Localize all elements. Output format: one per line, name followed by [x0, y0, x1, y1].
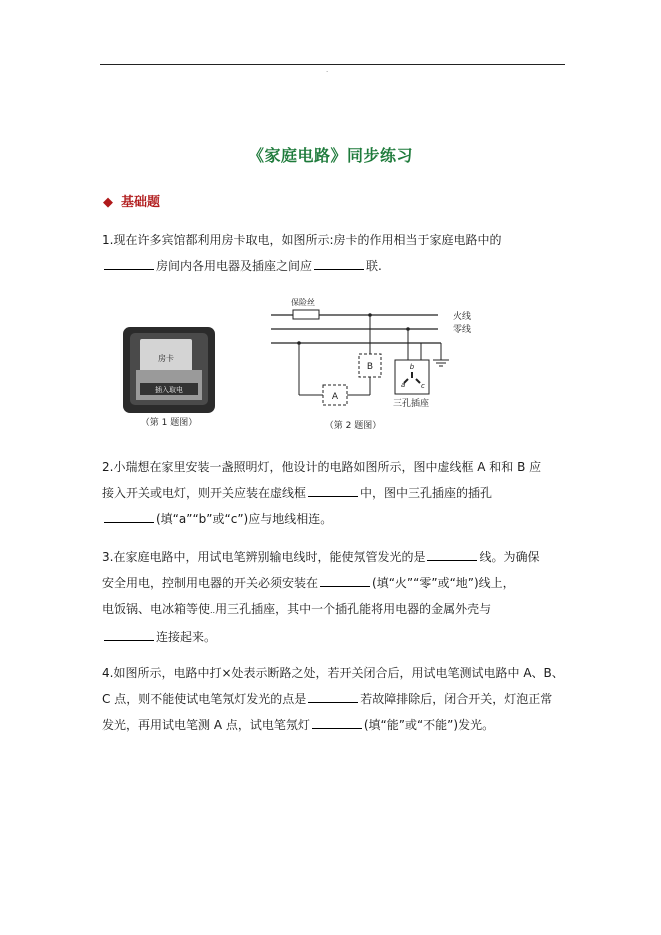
q2-line-3: (填“a”“b”或“c”)应与地线相连。 — [102, 506, 572, 532]
question-3 — [102, 544, 572, 650]
socket-hole-a: a — [401, 381, 406, 389]
diamond-icon: ◆ — [103, 195, 113, 210]
answer-blank[interactable] — [308, 690, 358, 703]
answer-blank[interactable] — [314, 257, 364, 270]
question-4 — [102, 660, 572, 738]
card-label: 房卡 — [158, 354, 174, 363]
answer-blank[interactable] — [308, 484, 358, 497]
box-b-label: B — [366, 362, 374, 372]
answer-blank[interactable] — [104, 510, 154, 523]
slot-label: 插入取电 — [155, 386, 183, 394]
question-1 — [102, 227, 572, 279]
q4-line-3: 发光，再用试电笔测 A 点，试电笔氖灯 (填“能”或“不能”)发光。 — [102, 718, 495, 732]
figure-1 — [118, 325, 228, 434]
q2-line-2: 接入开关或电灯，则开关应装在虚线框 中，图中三孔插座的插孔 — [102, 486, 493, 500]
figure-2 — [263, 292, 483, 436]
answer-blank[interactable] — [312, 716, 362, 729]
socket-hole-b: b — [409, 363, 415, 371]
box-a-label: A — [331, 392, 339, 402]
page-title: 《家庭电路》同步练习 — [247, 146, 413, 165]
q3-line-4: 连接起来。 — [102, 624, 572, 650]
answer-blank[interactable] — [427, 548, 477, 561]
answer-blank[interactable] — [104, 257, 154, 270]
neutral-wire-label: 零线 — [453, 325, 472, 335]
question-2 — [102, 454, 572, 532]
q2-line-1: 2.小瑞想在家里安装一盏照明灯，他设计的电路如图所示，图中虚线框 A 和和 B 应 — [102, 460, 542, 474]
answer-blank[interactable] — [320, 574, 370, 587]
q4-line-1: 4.如图所示，电路中打×处表示断路之处，若开关闭合后，用试电笔测试电路中 A、B、 — [102, 666, 564, 680]
figure-1-caption: （第 1 题图） — [140, 418, 198, 428]
figure-2-caption: （第 2 题图） — [324, 421, 382, 431]
fuse-label: 保险丝 — [291, 298, 315, 307]
section-label: 基础题 — [121, 195, 161, 210]
answer-blank[interactable] — [104, 628, 154, 641]
q1-line-2: 房间内各用电器及插座之间应 联. — [102, 253, 572, 279]
section-heading — [103, 191, 160, 210]
q3-line-2: 安全用电，控制用电器的开关必须安装在 (填“火”“零”或“地”)线上， — [102, 576, 515, 590]
socket-hole-c: c — [421, 382, 425, 390]
header-rule — [100, 64, 565, 65]
live-wire-label: 火线 — [453, 312, 472, 322]
q4-line-2: C 点，则不能使试电笔氖灯发光的点是 若故障排除后，闭合开关，灯泡正常 — [102, 692, 553, 706]
header-mark: . — [326, 66, 329, 74]
q3-line-1: 3.在家庭电路中，用试电笔辨别输电线时，能使氖管发光的是 线。为确保 — [102, 550, 540, 564]
q1-line-1: 1.现在许多宾馆都利用房卡取电，如图所示:房卡的作用相当于家庭电路中的 — [102, 233, 502, 247]
q3-line-3: 电饭锅、电冰箱等使..用三孔插座，其中一个插孔能将用电器的金属外壳与 — [102, 602, 492, 616]
socket-label: 三孔插座 — [392, 399, 430, 409]
